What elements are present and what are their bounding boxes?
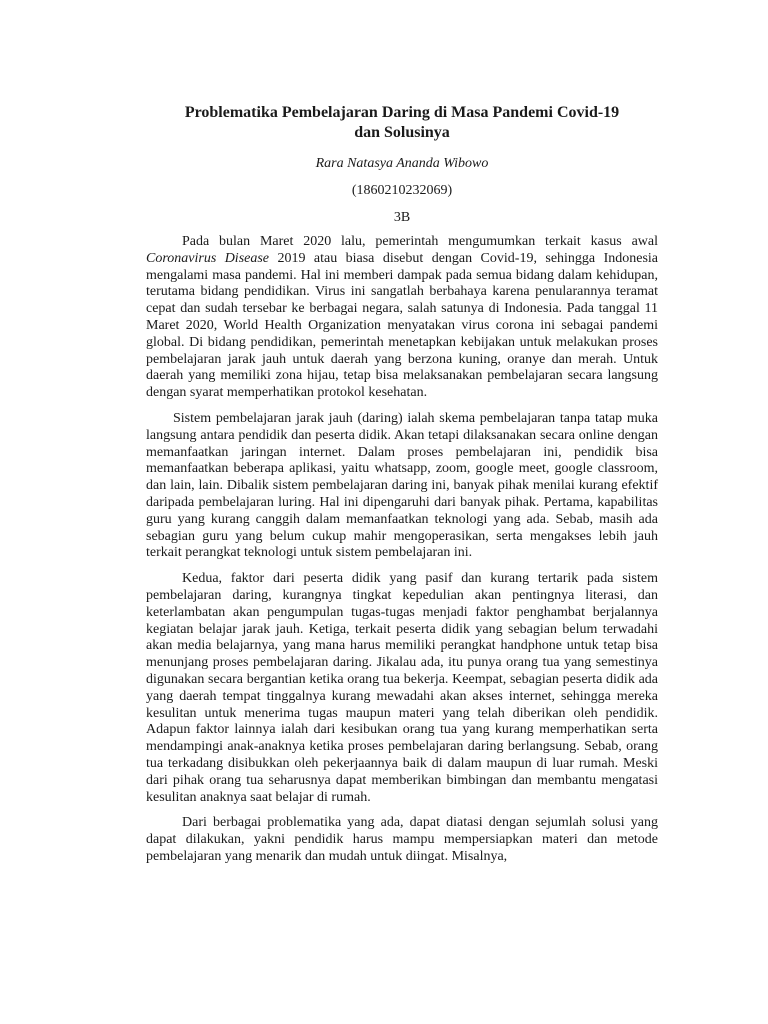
paragraph-1-before: Pada bulan Maret 2020 lalu, pemerintah mengumumkan terkait kasus awal (182, 234, 658, 249)
student-id: (1860210232069) (351, 183, 453, 198)
paragraph-4: Dari berbagai problematika yang ada, dapat diatasi dengan sejumlah solusi yang dapat dilakukan, yakni pendidik harus mampu mempersiapkan materi dan metode pembelajaran yang menarik dan mudah untuk diingat. Misalnya, (146, 815, 658, 864)
class-label: 3B (393, 210, 411, 225)
paragraph-1 (146, 234, 658, 402)
title-line-2: dan Solusinya (354, 124, 450, 141)
paragraph-1-after: 2019 atau biasa disebut dengan Covid-19, sehingga Indonesia mengalami masa pandemi. Hal ini memberi dampak pada semua bidang dalam kehidupan, terutama bidang pendidikan. Virus ini sangatlah berbahaya karena penularannya teramat cepat dan sudah tersebar ke berbagai negara, salah satunya di Indonesia. Pada tanggal 11 Maret 2020, World Health Organization menyatakan virus corona ini sebagai pandemi global. Di bidang pendidikan, pemerintah menetapkan kebijakan untuk melakukan proses pembelajaran jarak jauh untuk daerah yang berzona kuning, oranye dan merah. Untuk daerah yang memiliki zona hijau, tetap bisa melaksanakan pembelajaran secara langsung dengan syarat memperhatikan protokol kesehatan. (146, 250, 658, 401)
paragraph-1-italic-term: Coronavirus Disease (146, 250, 270, 266)
author-name: Rara Natasya Ananda Wibowo (315, 156, 489, 171)
document-title (146, 103, 658, 143)
paragraph-2: Sistem pembelajaran jarak jauh (daring) ialah skema pembelajaran tanpa tatap muka langsung antara pendidik dan peserta didik. Akan tetapi dilaksanakan secara online dengan memanfaatkan jaringan internet. Dalam proses pembelajaran ini, pendidik bisa memanfaatkan beberapa aplikasi, yaitu whatsapp, zoom, google meet, google classroom, dan lain, lain. Dibalik sistem pembelajaran daring ini, banyak pihak menilai kurang efektif daripada pembelajaran luring. Hal ini dipengaruhi dari banyak pihak. Pertama, kapabilitas guru yang kurang canggih dalam memanfaatkan teknologi yang ada. Sebab, masih ada sebagian guru yang belum cukup mahir mengoperasikan, serta mengakses lebih jauh terkait perangkat teknologi untuk sistem pembelajaran ini. (146, 410, 658, 561)
title-line-1: Problematika Pembelajaran Daring di Masa Pandemi Covid-19 (184, 104, 620, 121)
document-page (146, 103, 658, 866)
paragraph-3: Kedua, faktor dari peserta didik yang pasif dan kurang tertarik pada sistem pembelajaran daring, kurangnya tingkat kepedulian akan pentingnya literasi, dan keterlambatan akan pengumpulan tugas-tugas menjadi faktor penghambat berjalannya kegiatan belajar jarak jauh. Ketiga, terkait peserta didik yang sebagian belum terwadahi akan media belajarnya, yang mana harus memiliki perangkat handphone untuk tetap bisa menunjang proses pembelajaran daring. Jikalau ada, itu punya orang tua yang semestinya digunakan secara bergantian ketika orang tua bekerja. Keempat, sebagian peserta didik ada yang daerah tempat tinggalnya kurang mewadahi akan akses internet, sehingga mereka kesulitan untuk menerima tugas maupun materi yang telah diberikan oleh pendidik. Adapun faktor lainnya ialah dari kesibukan orang tua yang kurang memperhatikan serta mendampingi anak-anaknya ketika proses pembelajaran daring berlangsung. Sebab, orang tua terkadang disibukkan oleh pekerjaannya baik di dalam maupun di luar rumah. Meski dari pihak orang tua seharusnya dapat memberikan bimbingan dan membantu mengatasi kesulitan anaknya saat belajar di rumah. (146, 571, 658, 805)
